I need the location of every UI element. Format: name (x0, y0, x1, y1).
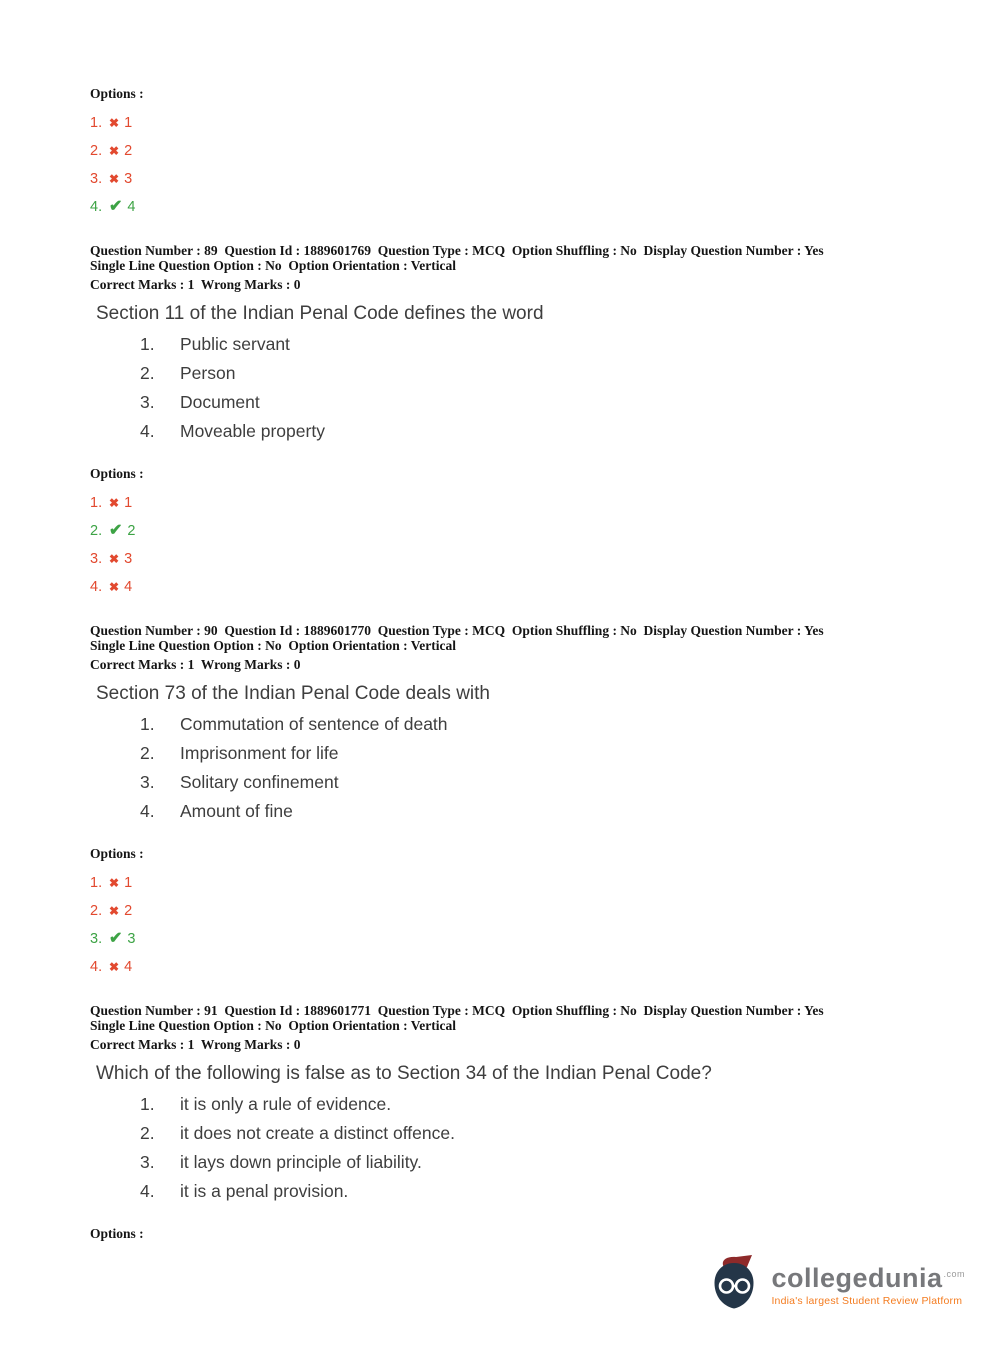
cross-icon (109, 144, 119, 159)
options-label: Options : (90, 466, 144, 481)
answer-value: 2 (124, 143, 133, 159)
answer-row (90, 869, 941, 897)
cross-icon (109, 496, 119, 511)
choice-number: 4. (140, 801, 155, 821)
answer-row (90, 545, 941, 573)
answer-row (90, 137, 941, 165)
question-meta-line: Single Line Question Option : No Option Orientation : Vertical (90, 638, 457, 653)
choice-number: 1. (140, 1094, 155, 1114)
options-block (90, 846, 941, 981)
cross-icon (109, 580, 119, 595)
choice-row (140, 1093, 941, 1115)
brand-word: collegedunia (771, 1262, 943, 1293)
brand-name (771, 1260, 965, 1292)
choice-text: Solitary confinement (180, 772, 339, 792)
question-block (90, 623, 941, 981)
answer-number: 1. (90, 115, 103, 131)
choice-number: 2. (140, 743, 155, 763)
choice-row (140, 362, 941, 384)
choice-row (140, 420, 941, 442)
answer-value: 4 (124, 579, 133, 595)
answer-value: 3 (124, 171, 133, 187)
answer-value: 1 (124, 115, 133, 131)
collegedunia-logo (707, 1254, 965, 1312)
choice-text: Document (180, 392, 260, 412)
brand-tagline: India's largest Student Review Platform (771, 1294, 963, 1307)
choice-row (140, 391, 941, 413)
cross-icon (109, 876, 119, 891)
cross-icon (109, 960, 119, 975)
choice-row (140, 1122, 941, 1144)
choice-number: 3. (140, 392, 155, 412)
choice-row (140, 333, 941, 355)
answer-value: 4 (124, 959, 133, 975)
cross-icon (109, 552, 119, 567)
question-block (90, 1003, 941, 1241)
marks-line: Correct Marks : 1 Wrong Marks : 0 (90, 1037, 301, 1052)
answer-row (90, 109, 941, 137)
answer-number: 1. (90, 875, 103, 891)
answer-value: 2 (124, 903, 133, 919)
answer-number: 2. (90, 143, 103, 159)
answer-row (90, 897, 941, 925)
brand-suffix: .com (943, 1268, 965, 1279)
question-meta-line: Question Number : 91 Question Id : 1889601771 Question Type : MCQ Option Shuffling : No Display Question Number : Yes (90, 1003, 824, 1018)
check-icon (109, 523, 122, 539)
marks-line: Correct Marks : 1 Wrong Marks : 0 (90, 277, 301, 292)
choice-number: 1. (140, 334, 155, 354)
choice-text: Person (180, 363, 236, 383)
choice-number: 3. (140, 1152, 155, 1172)
question-meta-line: Single Line Question Option : No Option Orientation : Vertical (90, 1018, 457, 1033)
answer-number: 3. (90, 931, 103, 947)
answer-number: 3. (90, 171, 103, 187)
choice-text: Imprisonment for life (180, 743, 339, 763)
choice-text: it does not create a distinct offence. (180, 1123, 455, 1143)
answer-row (90, 925, 941, 953)
answer-value: 1 (124, 495, 133, 511)
question-block (90, 243, 941, 601)
answer-value: 4 (127, 199, 136, 215)
answer-number: 1. (90, 495, 103, 511)
question-meta-line: Question Number : 89 Question Id : 1889601769 Question Type : MCQ Option Shuffling : No Display Question Number : Yes (90, 243, 824, 258)
check-icon (109, 931, 122, 947)
answer-number: 4. (90, 959, 103, 975)
options-block (90, 466, 941, 601)
choice-text: it lays down principle of liability. (180, 1152, 422, 1172)
question-meta-line: Single Line Question Option : No Option Orientation : Vertical (90, 258, 457, 273)
choice-row (140, 713, 941, 735)
answer-row (90, 165, 941, 193)
choice-text: it is a penal provision. (180, 1181, 349, 1201)
options-label: Options : (90, 1226, 144, 1241)
answer-number: 2. (90, 523, 103, 539)
choice-number: 3. (140, 772, 155, 792)
cross-icon (109, 172, 119, 187)
question-text: Which of the following is false as to Section 34 of the Indian Penal Code? (96, 1063, 712, 1084)
answer-row (90, 489, 941, 517)
choice-row (140, 1180, 941, 1202)
choice-number: 2. (140, 1123, 155, 1143)
options-block (90, 86, 941, 221)
choice-text: Public servant (180, 334, 290, 354)
choice-text: Moveable property (180, 421, 325, 441)
choice-number: 4. (140, 1181, 155, 1201)
answer-number: 4. (90, 199, 103, 215)
choice-row (140, 1151, 941, 1173)
answer-row (90, 193, 941, 221)
question-text: Section 73 of the Indian Penal Code deals with (96, 683, 490, 704)
answer-number: 4. (90, 579, 103, 595)
options-block (90, 1226, 941, 1241)
marks-line: Correct Marks : 1 Wrong Marks : 0 (90, 657, 301, 672)
options-label: Options : (90, 86, 144, 101)
answer-row (90, 517, 941, 545)
check-icon (109, 199, 122, 215)
answer-number: 3. (90, 551, 103, 567)
answer-value: 2 (127, 523, 136, 539)
options-label: Options : (90, 846, 144, 861)
answer-row (90, 953, 941, 981)
answer-value: 1 (124, 875, 133, 891)
choice-text: it is only a rule of evidence. (180, 1094, 392, 1114)
answer-number: 2. (90, 903, 103, 919)
question-meta-line: Question Number : 90 Question Id : 1889601770 Question Type : MCQ Option Shuffling : No Display Question Number : Yes (90, 623, 824, 638)
choice-row (140, 742, 941, 764)
answer-value: 3 (124, 551, 133, 567)
cross-icon (109, 116, 119, 131)
choice-row (140, 771, 941, 793)
cross-icon (109, 904, 119, 919)
choice-row (140, 800, 941, 822)
answer-row (90, 573, 941, 601)
collegedunia-mascot-icon (707, 1254, 761, 1312)
choice-number: 1. (140, 714, 155, 734)
answer-value: 3 (127, 931, 136, 947)
choice-number: 4. (140, 421, 155, 441)
choice-text: Commutation of sentence of death (180, 714, 448, 734)
choice-number: 2. (140, 363, 155, 383)
collegedunia-logo-text (771, 1260, 965, 1307)
question-text: Section 11 of the Indian Penal Code defines the word (96, 303, 544, 324)
choice-text: Amount of fine (180, 801, 293, 821)
